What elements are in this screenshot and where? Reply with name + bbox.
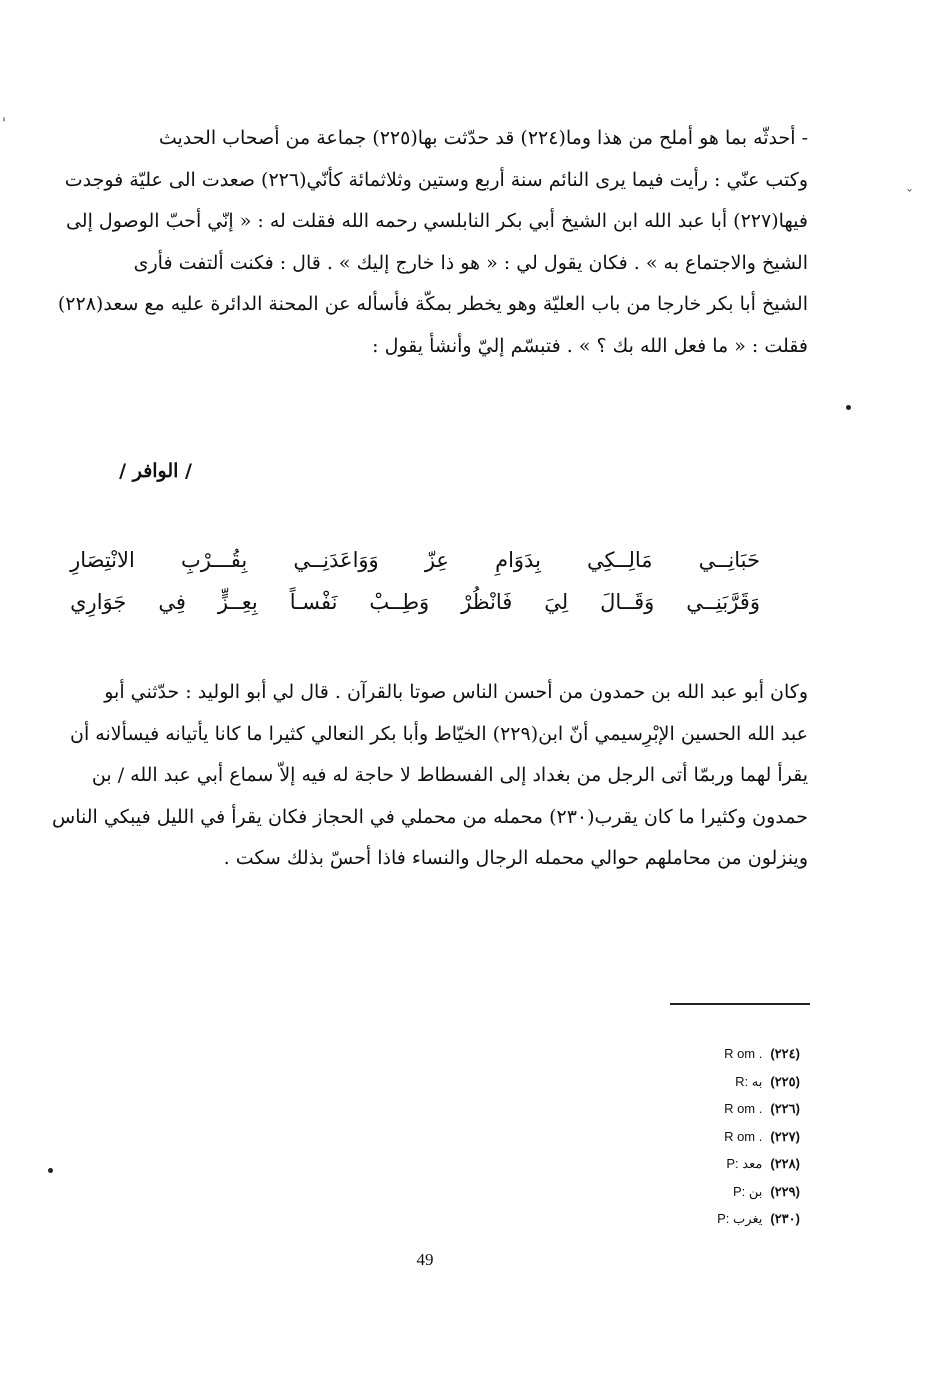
verse-word: نَفْسـاً: [289, 590, 338, 614]
footnotes: [680, 1040, 800, 1233]
paragraph-1: [30, 118, 808, 367]
verse-word: بِقُـــرْبِ: [180, 548, 248, 572]
footnote-number: (٢٣٠): [770, 1211, 800, 1226]
page-number: 49: [416, 1250, 434, 1269]
verse-word: بِعِــزٍّ: [217, 590, 258, 614]
text-line: يقرأ لهما وربمّا أتى الرجل من بغداد إلى الفسطاط لا حاجة له فيه إلاّ سماع أبي عبد الله / بن: [91, 764, 808, 786]
footnote-text: R om .: [724, 1046, 763, 1061]
footnote-text: R om .: [724, 1128, 763, 1144]
verse-word: مَالِــكِي: [587, 548, 653, 572]
footnote: [680, 1178, 800, 1206]
verse-word: وَطِــبْ: [369, 590, 430, 614]
footnote-text: P: بن: [732, 1183, 763, 1199]
footnote-number: (٢٢٩): [770, 1183, 800, 1199]
text-line: حمدون وكثيرا ما كان يقرب(٢٣٠) محمله من محملي في الحجاز فكان يقرأ في الليل فيبكي الناس: [52, 805, 808, 828]
footnote-text: P: معد: [726, 1156, 763, 1171]
footnote-number: (٢٢٧): [770, 1128, 800, 1144]
verse-word: وَقَــالَ: [600, 590, 655, 614]
text-line: وكتب عنّي : رأيت فيما يرى النائم سنة أربع وستين وثلاثمائة كأنّي(٢٢٦) صعدت الى عليّة فوجدت: [64, 168, 808, 191]
text-line: عبد الله الحسين الإبْرِسيمي أنّ ابن(٢٢٩) الخيّاط وأبا بكر النعالي كثيرا ما كانا يأتيانه فيسألانه أن: [70, 722, 808, 745]
verse-word: حَبَانِــي: [698, 548, 760, 572]
footnote-text: R: به: [735, 1073, 763, 1089]
footnote-number: (٢٢٨): [770, 1156, 800, 1171]
verse-line-2: [70, 590, 760, 614]
verse-word: عِزّ: [424, 548, 449, 572]
margin-caret-mark: ˇ: [906, 188, 913, 204]
verse-word: وَوَاعَدَنِــي: [293, 548, 379, 572]
verse-line-1: [70, 548, 760, 572]
footnote: [680, 1205, 800, 1233]
footnote-number: (٢٢٤): [770, 1046, 800, 1061]
text-line: فيها(٢٢٧) أبا عبد الله ابن الشيخ أبي بكر النابلسي رحمه الله فقلت له : « إنّي أحبّ الوصول إلى: [65, 210, 808, 232]
text-line: الشيخ والاجتماع به » . فكان يقول لي : « هو ذا خارج إليك » . قال : فكنت ألتفت فأرى: [133, 251, 808, 274]
text-line: الشيخ أبا بكر خارجا من باب العليّة وهو يخطر بمكّة فأسأله عن المحنة الدائرة عليه مع سعد(٢٢٨): [57, 293, 808, 315]
footnote: [680, 1123, 800, 1151]
dot-mark: [846, 405, 851, 410]
footnote-text: P: يغرب: [717, 1211, 763, 1226]
verse-word: الانْتِصَارِ: [70, 548, 135, 572]
paragraph-2: [30, 672, 808, 880]
footnote-number: (٢٢٦): [770, 1101, 800, 1116]
verse-word: بِدَوَامِ: [495, 548, 541, 572]
verse-word: جَوَارِي: [70, 590, 127, 614]
footnote-number: (٢٢٥): [770, 1073, 800, 1089]
meter-heading: / الوافر /: [119, 460, 192, 482]
text-line: وكان أبو عبد الله بن حمدون من أحسن الناس صوتا بالقرآن . قال لي أبو الوليد : حدّثني أبو: [104, 681, 808, 703]
verse-word: فِي: [158, 590, 186, 614]
footnote: [680, 1150, 800, 1178]
verse-word: لِيَ: [544, 590, 569, 614]
footnote-text: R om .: [724, 1101, 763, 1116]
text-line: وينزلون من محاملهم حوالي محمله الرجال والنساء فاذا أحسّ بذلك سكت .: [223, 847, 808, 869]
verse-word: فَانْظُرْ: [461, 590, 513, 614]
text-line: فقلت : « ما فعل الله بك ؟ » . فتبسّم إليّ وأنشأ يقول :: [372, 334, 808, 357]
footnote: [680, 1068, 800, 1096]
text-line: - أحدثّه بما هو أملح من هذا وما(٢٢٤) قد حدّثت بها(٢٢٥) جماعة من أصحاب الحديث: [158, 127, 808, 149]
footnote: [680, 1040, 800, 1068]
footnote-separator: [670, 1003, 810, 1005]
dot-mark: [48, 1168, 53, 1173]
verse-word: وَقَرَّبَنِــي: [686, 590, 760, 614]
footnote: [680, 1095, 800, 1123]
margin-tick-mark: ': [2, 116, 6, 132]
